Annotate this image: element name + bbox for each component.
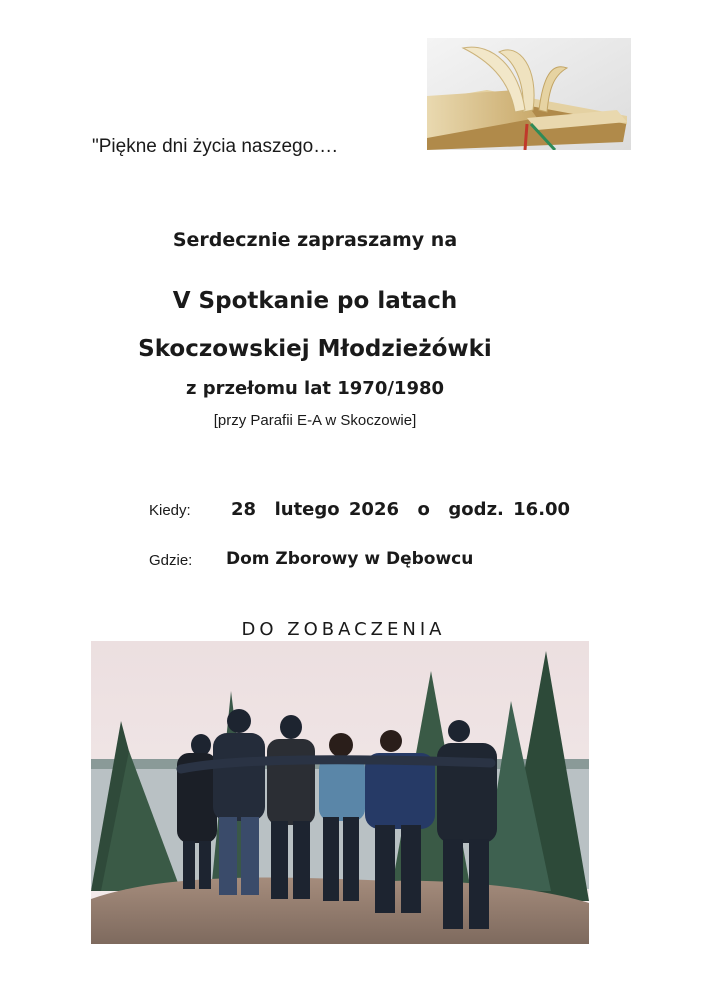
event-title-line1: V Spotkanie po latach bbox=[172, 288, 458, 314]
quote-text: "Piękne dni życia naszego…. bbox=[92, 136, 338, 157]
event-subtitle: z przełomu lat 1970/1980 bbox=[185, 378, 445, 399]
group-of-friends-photo bbox=[91, 641, 589, 944]
invitation-text: Serdecznie zapraszamy na bbox=[172, 229, 458, 251]
parish-note: [przy Parafii E-A w Skoczowie] bbox=[213, 412, 417, 429]
open-bible-photo bbox=[427, 38, 631, 150]
when-label: Kiedy: bbox=[149, 502, 191, 519]
where-label: Gdzie: bbox=[149, 552, 193, 569]
farewell-heading: DO ZOBACZENIA bbox=[241, 619, 446, 640]
event-title-line2: Skoczowskiej Młodzieżówki bbox=[138, 336, 492, 362]
when-value: 28 lutego 2026 o godz. 16.00 bbox=[231, 499, 571, 520]
where-value: Dom Zborowy w Dębowcu bbox=[226, 549, 474, 569]
